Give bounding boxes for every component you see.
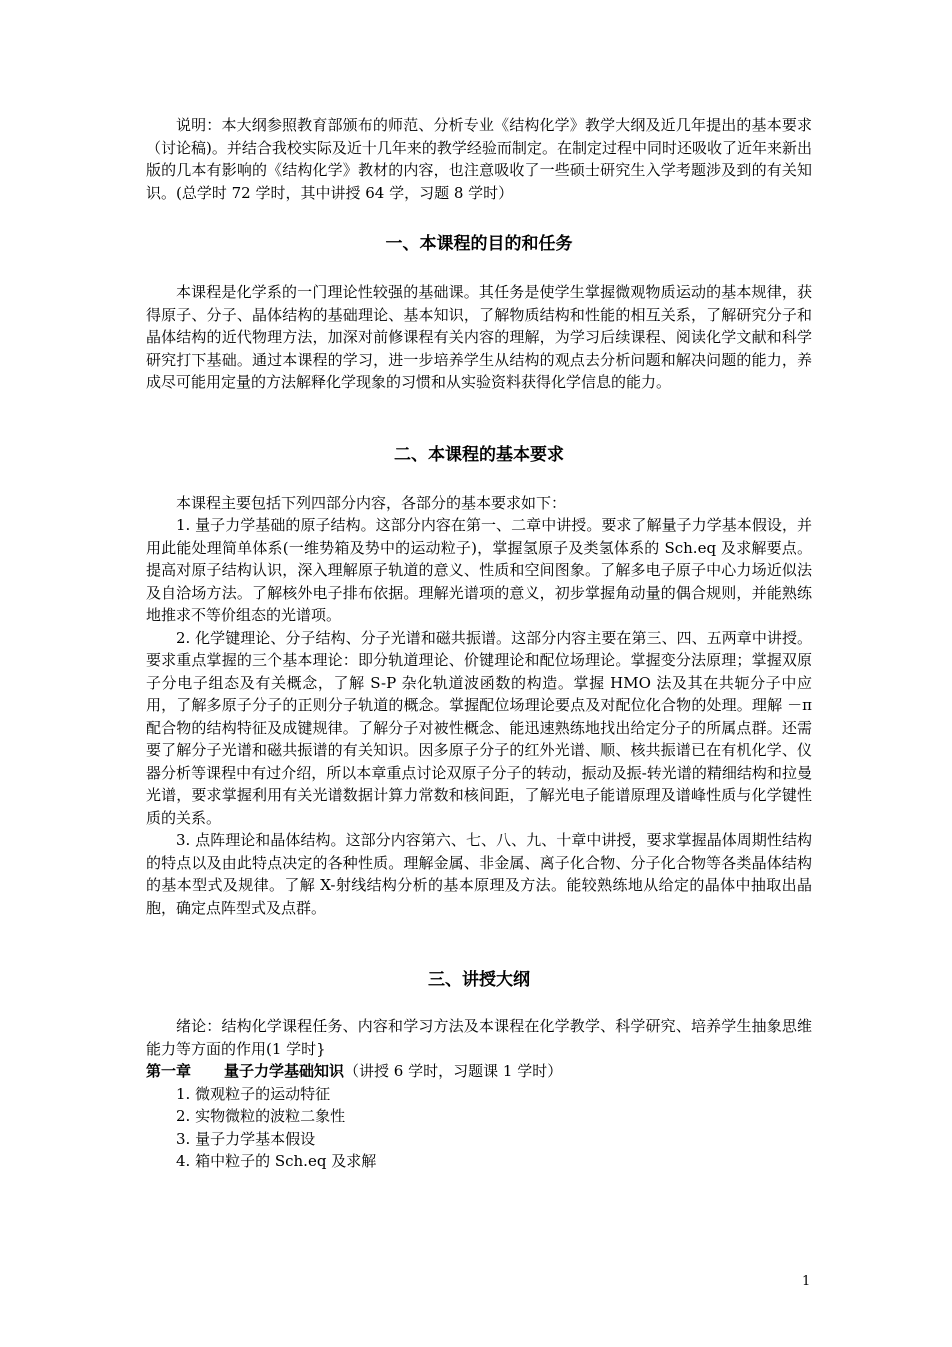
section-2-lead: 本课程主要包括下列四部分内容，各部分的基本要求如下：	[176, 493, 567, 512]
requirement-item: 3. 点阵理论和晶体结构。这部分内容第六、七、八、九、十章中讲授，要求掌握晶体周期性结构的特点以及由此特点决定的各种性质。理解金属、非金属、离子化合物、分子化合物等各类晶体结构的基本型式及规律。了解 X-射线结构分析的基本原理及方法。能较熟练地从给定的晶体中抽取出晶胞，确定点阵型式及点群。	[146, 831, 812, 917]
chapter-1-title: 量子力学基础知识	[224, 1062, 345, 1080]
chapter-1-item: 2. 实物微粒的波粒二象性	[176, 1107, 346, 1125]
chapter-1-label: 第一章	[146, 1062, 192, 1080]
section-1-heading: 一、本课程的目的和任务	[385, 234, 573, 254]
section-3-heading: 三、讲授大纲	[428, 970, 530, 990]
chapter-1-item: 4. 箱中粒子的 Sch.eq 及求解	[176, 1152, 377, 1170]
section-1-body: 本课程是化学系的一门理论性较强的基础课。其任务是使学生掌握微观物质运动的基本规律，获得原子、分子、晶体结构的基础理论、基本知识，了解物质结构和性能的相互关系，了解研究分子和晶体结构的近代物理方法，加深对前修课程有关内容的理解，为学习后续课程、阅读化学文献和科学研究打下基础。通过本课程的学习，进一步培养学生从结构的观点去分析问题和解决问题的能力，养成尽可能用定量的方法解释化学现象的习惯和从实验资料获得化学信息的能力。	[146, 283, 812, 391]
requirement-item: 1. 量子力学基础的原子结构。这部分内容在第一、二章中讲授。要求了解量子力学基本假设，并用此能处理简单体系(一维势箱及势中的运动粒子)，掌握氢原子及类氢体系的 Sch.eq 及求解要点。提高对原子结构认识，深入理解原子轨道的意义、性质和空间图象。了解多电子原子中心力场近似法及自洽场方法。了解核外电子排布依据。理解光谱项的意义，初步掌握角动量的偶合规则，并能熟练地推求不等价组态的光谱项。	[146, 516, 812, 624]
requirement-item: 2. 化学键理论、分子结构、分子光谱和磁共振谱。这部分内容主要在第三、四、五两章中讲授。要求重点掌握的三个基本理论：即分轨道理论、价键理论和配位场理论。掌握变分法原理；掌握双原子分电子组态及有关概念，了解 S-P 杂化轨道波函数的构造。掌握 HMO 法及其在共轭分子中应用，了解多原子分子的正则分子轨道的概念。掌握配位场理论要点及对配位化合物的处理。理解 －π配合物的结构特征及成键规律。了解分子对被性概念、能迅速熟练地找出给定分子的所属点群。还需要了解分子光谱和磁共振谱的有关知识。因多原子分子的红外光谱、顺、核共振谱已在有机化学、仪器分析等课程中有过介绍，所以本章重点讨论双原子分子的转动，振动及振-转光谱的精细结构和拉曼光谱，要求掌握利用有关光谱数据计算力常数和核间距，了解光电子能谱原理及谱峰性质与化学键性质的关系。	[146, 628, 812, 827]
chapter-1-item: 3. 量子力学基本假设	[176, 1129, 316, 1148]
chapter-1-item: 1. 微观粒子的运动特征	[176, 1084, 331, 1103]
intro-paragraph: 说明：本大纲参照教育部颁布的师范、分析专业《结构化学》教学大纲及近几年提出的基本要求（讨论稿)。并结合我校实际及近十几年来的教学经验而制定。在制定过程中同时还吸收了近年来新出版的几本有影响的《结构化学》教材的内容，也注意吸收了一些硕士研究生入学考题涉及到的有关知识。(总学时 72 学时，其中讲授 64 学，习题 8 学时）	[146, 116, 812, 202]
chapter-1-note: （讲授 6 学时，习题课 1 学时）	[344, 1062, 563, 1080]
section-3-intro: 绪论：结构化学课程任务、内容和学习方法及本课程在化学教学、科学研究、培养学生抽象思维能力等方面的作用(1 学时}	[146, 1017, 812, 1058]
document-page	[146, 114, 812, 1173]
section-2-heading: 二、本课程的基本要求	[394, 444, 564, 465]
chapter-1-heading	[146, 1060, 812, 1083]
page-number: 1	[802, 1274, 811, 1289]
